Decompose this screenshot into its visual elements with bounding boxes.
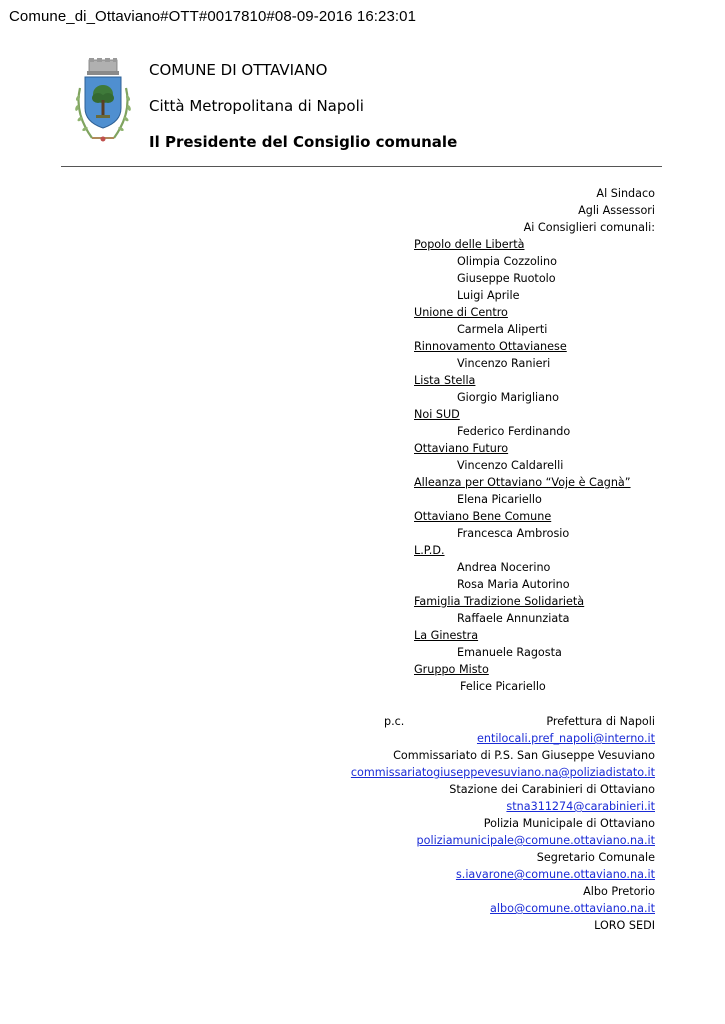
sender-title: Il Presidente del Consiglio comunale xyxy=(149,133,458,151)
council-member: Elena Picariello xyxy=(457,493,542,506)
council-member: Federico Ferdinando xyxy=(457,425,571,438)
council-member: Rosa Maria Autorino xyxy=(457,578,570,591)
group-name: Unione di Centro xyxy=(414,306,508,319)
council-member: Carmela Aliperti xyxy=(457,323,548,336)
metropolitan-city: Città Metropolitana di Napoli xyxy=(149,97,364,115)
council-member: Raffaele Annunziata xyxy=(457,612,570,625)
group-name: Lista Stella xyxy=(414,374,476,387)
cc-recipient-email-link[interactable]: stna311274@carabinieri.it xyxy=(506,800,655,813)
cc-recipient-name: Commissariato di P.S. San Giuseppe Vesuviano xyxy=(393,749,655,762)
council-member: Vincenzo Ranieri xyxy=(457,357,551,370)
municipality-name: COMUNE DI OTTAVIANO xyxy=(149,61,328,79)
council-member: Olimpia Cozzolino xyxy=(457,255,557,268)
council-member: Felice Picariello xyxy=(460,680,546,693)
council-member: Emanuele Ragosta xyxy=(457,646,562,659)
council-member: Francesca Ambrosio xyxy=(457,527,570,540)
cc-recipient-name: Stazione dei Carabinieri di Ottaviano xyxy=(449,783,655,796)
cc-recipient-name: Albo Pretorio xyxy=(583,885,655,898)
council-member: Giuseppe Ruotolo xyxy=(457,272,556,285)
group-name: Rinnovamento Ottavianese xyxy=(414,340,567,353)
group-name: Popolo delle Libertà xyxy=(414,238,525,251)
coat-of-arms-emblem xyxy=(72,58,134,150)
cc-recipient-email-link[interactable]: entilocali.pref_napoli@interno.it xyxy=(476,732,655,745)
addressee-consiglieri: Ai Consiglieri comunali: xyxy=(523,221,655,234)
cc-recipient-email-link[interactable]: albo@comune.ottaviano.na.it xyxy=(490,902,655,915)
addressee-sindaco: Al Sindaco xyxy=(596,187,655,200)
group-name: Alleanza per Ottaviano “Voje è Cagnà” xyxy=(414,476,631,489)
cc-recipient-email-link[interactable]: poliziamunicipale@comune.ottaviano.na.it xyxy=(416,834,655,847)
group-name: Ottaviano Bene Comune xyxy=(414,510,552,523)
council-member: Luigi Aprile xyxy=(457,289,520,302)
protocol-stamp: Comune_di_Ottaviano#OTT#0017810#08-09-2016 16:23:01 xyxy=(9,8,417,25)
closing-loro-sedi: LORO SEDI xyxy=(594,919,655,932)
group-name: Gruppo Misto xyxy=(414,663,489,676)
council-member: Vincenzo Caldarelli xyxy=(457,459,564,472)
cc-recipient-name: Prefettura di Napoli xyxy=(546,715,655,728)
cc-recipient-email-link[interactable]: s.iavarone@comune.ottaviano.na.it xyxy=(455,868,655,881)
header-divider xyxy=(61,166,662,167)
group-name: Famiglia Tradizione Solidarietà xyxy=(414,595,585,608)
group-name: Ottaviano Futuro xyxy=(414,442,509,455)
group-name: La Ginestra xyxy=(414,629,479,642)
group-name: Noi SUD xyxy=(414,408,460,421)
cc-label: p.c. xyxy=(384,715,405,728)
council-member: Andrea Nocerino xyxy=(457,561,551,574)
cc-recipient-email-link[interactable]: commissariatogiuseppevesuviano.na@poliziadistato.it xyxy=(350,766,655,779)
addressee-assessori: Agli Assessori xyxy=(578,204,655,217)
group-name: L.P.D. xyxy=(414,544,445,557)
cc-recipient-name: Segretario Comunale xyxy=(536,851,655,864)
council-member: Giorgio Marigliano xyxy=(457,391,559,404)
cc-recipient-name: Polizia Municipale di Ottaviano xyxy=(483,817,655,830)
